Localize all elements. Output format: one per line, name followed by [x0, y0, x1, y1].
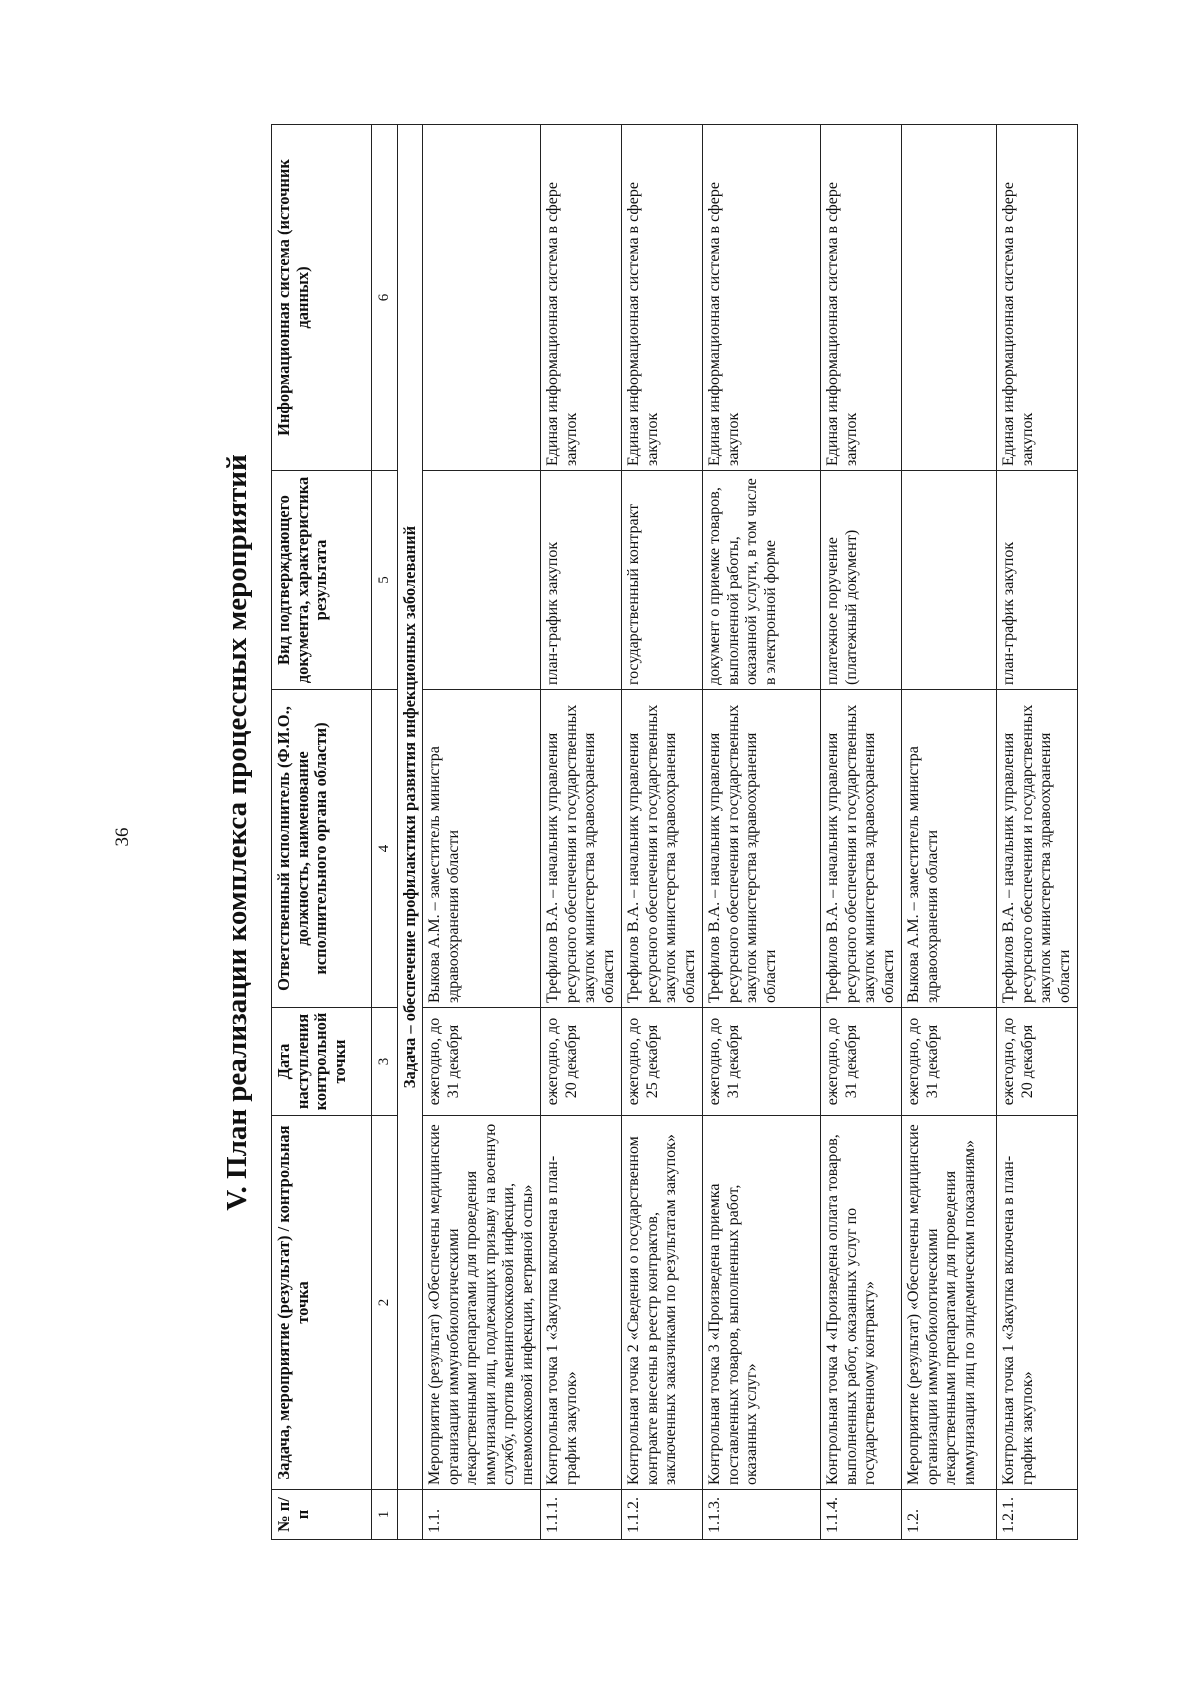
row-executor: Выкова А.М. – заместитель министра здравоохранения области	[423, 690, 541, 1008]
header-executor: Ответственный исполнитель (Ф.И.О., должность, наименование исполнительного органа области)	[272, 690, 372, 1008]
row-date: ежегодно, до 31 декабря	[821, 1008, 902, 1116]
row-name: Контрольная точка 3 «Произведена приемка поставленных товаров, выполненных работ, оказанных услуг»	[703, 1116, 821, 1490]
row-system: Единая информационная система в сфере закупок	[821, 125, 902, 471]
row-number: 1.1.	[423, 1490, 541, 1540]
header-system: Информационная система (источник данных)	[272, 125, 372, 471]
row-name: Контрольная точка 1 «Закупка включена в план-график закупок»	[541, 1116, 622, 1490]
rotated-page-content	[215, 125, 1200, 1540]
row-system	[423, 125, 541, 471]
row-executor: Трефилов В.А. – начальник управления ресурсного обеспечения и государственных закупок министерства здравоохранения области	[541, 690, 622, 1008]
row-number: 1.1.2.	[622, 1490, 703, 1540]
row-executor: Трефилов В.А. – начальник управления ресурсного обеспечения и государственных закупок министерства здравоохранения области	[703, 690, 821, 1008]
row-name: Контрольная точка 2 «Сведения о государственном контракте внесены в реестр контрактов, заключенных заказчиками по результатам закупок»	[622, 1116, 703, 1490]
table-header-row	[272, 125, 372, 1540]
header-task: Задача, мероприятие (результат) / контрольная точка	[272, 1116, 372, 1490]
table-row	[703, 125, 821, 1540]
table-row	[541, 125, 622, 1540]
row-date: ежегодно, до 31 декабря	[703, 1008, 821, 1116]
row-document	[423, 471, 541, 690]
row-system: Единая информационная система в сфере закупок	[541, 125, 622, 471]
row-number: 1.1.1.	[541, 1490, 622, 1540]
row-number: 1.1.4.	[821, 1490, 902, 1540]
row-number: 1.1.3.	[703, 1490, 821, 1540]
header-document: Вид подтверждающего документа, характеристика результата	[272, 471, 372, 690]
row-system: Единая информационная система в сфере закупок	[622, 125, 703, 471]
table-row	[622, 125, 703, 1540]
row-number: 1.2.	[902, 1490, 997, 1540]
row-document: платежное поручение (платежный документ)	[821, 471, 902, 690]
row-date: ежегодно, до 31 декабря	[902, 1008, 997, 1116]
activities-plan-table	[271, 124, 1078, 1540]
row-executor: Трефилов В.А. – начальник управления ресурсного обеспечения и государственных закупок министерства здравоохранения области	[622, 690, 703, 1008]
column-number: 6	[372, 125, 398, 471]
header-date: Дата наступления контрольной точки	[272, 1008, 372, 1116]
column-number: 3	[372, 1008, 398, 1116]
column-number: 2	[372, 1116, 398, 1490]
column-number: 5	[372, 471, 398, 690]
row-executor: Трефилов В.А. – начальник управления ресурсного обеспечения и государственных закупок министерства здравоохранения области	[821, 690, 902, 1008]
header-num: № п/п	[272, 1490, 372, 1540]
column-number: 4	[372, 690, 398, 1008]
page-number: 36	[112, 827, 133, 847]
row-document: государственный контракт	[622, 471, 703, 690]
column-numbers-row	[372, 125, 398, 1540]
column-number: 1	[372, 1490, 398, 1540]
row-number: 1.2.1.	[997, 1490, 1078, 1540]
row-date: ежегодно, до 31 декабря	[423, 1008, 541, 1116]
row-executor: Трефилов В.А. – начальник управления ресурсного обеспечения и государственных закупок министерства здравоохранения области	[997, 690, 1078, 1008]
row-date: ежегодно, до 20 декабря	[541, 1008, 622, 1116]
row-system: Единая информационная система в сфере закупок	[997, 125, 1078, 471]
task-row	[397, 125, 423, 1540]
table-row	[902, 125, 997, 1540]
row-system	[902, 125, 997, 471]
row-name: Мероприятие (результат) «Обеспечены медицинские организации иммунобиологическими лекарственными препаратами для проведения иммунизации лиц, подлежащих призыву на военную службу, против менингококковой инфекции, пневмококковой инфекции, ветряной оспы»	[423, 1116, 541, 1490]
row-document	[902, 471, 997, 690]
row-document: документ о приемке товаров, выполненной работы, оказанной услуги, в том числе в электронной форме	[703, 471, 821, 690]
row-document: план-график закупок	[541, 471, 622, 690]
row-executor: Выкова А.М. – заместитель министра здравоохранения области	[902, 690, 997, 1008]
row-name: Контрольная точка 1 «Закупка включена в план-график закупок»	[997, 1116, 1078, 1490]
task-title: Задача – обеспечение профилактики развития инфекционных заболеваний	[397, 125, 423, 1490]
task-row-empty-cell	[397, 1490, 423, 1540]
table-row	[423, 125, 541, 1540]
row-date: ежегодно, до 25 декабря	[622, 1008, 703, 1116]
row-date: ежегодно, до 20 декабря	[997, 1008, 1078, 1116]
table-row	[821, 125, 902, 1540]
row-system: Единая информационная система в сфере закупок	[703, 125, 821, 471]
row-document: план-график закупок	[997, 471, 1078, 690]
row-name: Мероприятие (результат) «Обеспечены медицинские организации иммунобиологическими лекарственными препаратами для проведения иммунизации лиц по эпидемическим показаниям»	[902, 1116, 997, 1490]
row-name: Контрольная точка 4 «Произведена оплата товаров, выполненных работ, оказанных услуг по государственному контракту»	[821, 1116, 902, 1490]
document-title: V. План реализации комплекса процессных мероприятий	[221, 454, 253, 1211]
table-row	[997, 125, 1078, 1540]
